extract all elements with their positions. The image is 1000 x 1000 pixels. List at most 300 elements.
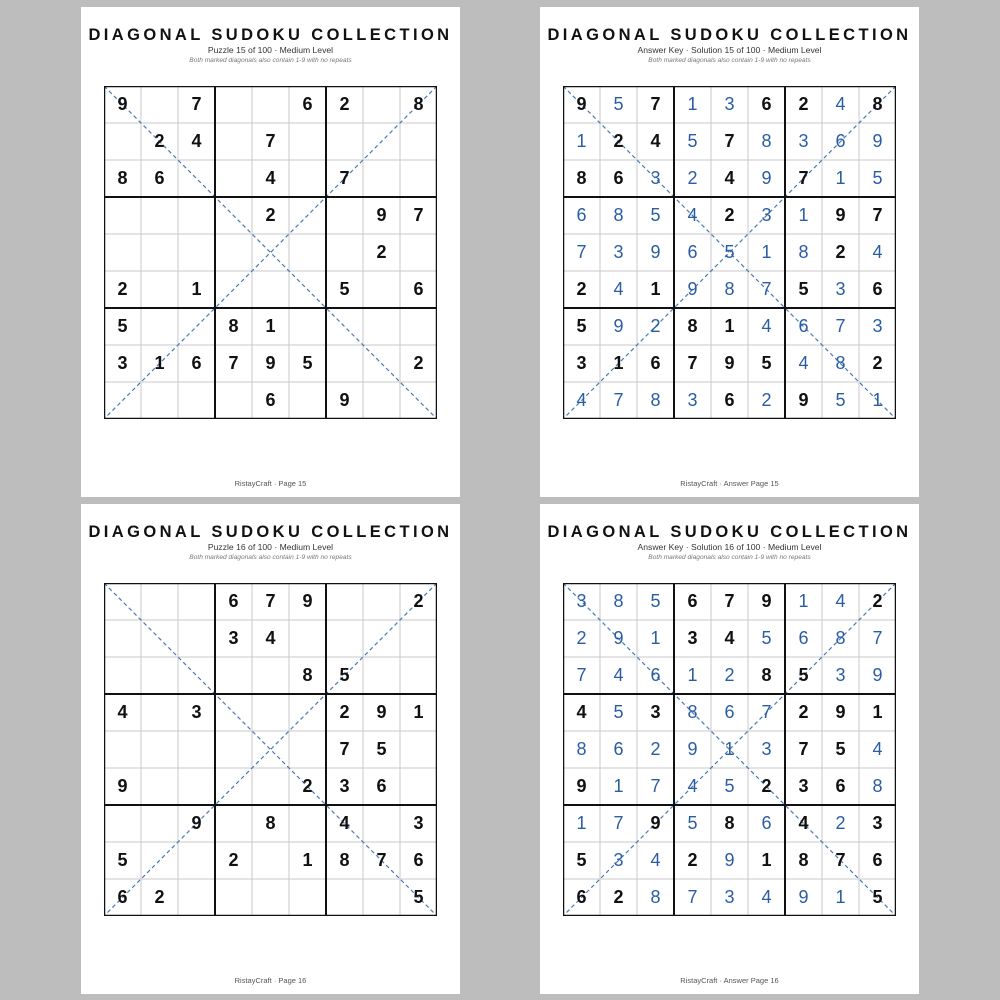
grid-cells — [104, 86, 437, 419]
sudoku-cell-r3c1: 8 — [576, 168, 587, 188]
sudoku-cell-r1c1: 9 — [576, 94, 587, 114]
sudoku-cell-r1c8: 4 — [835, 94, 846, 114]
sudoku-cell-r4c9: 1 — [413, 702, 424, 722]
sudoku-cell-r7c2: 9 — [613, 316, 624, 336]
sudoku-cell-r1c9: 8 — [872, 94, 883, 114]
sudoku-cell-r1c2: 8 — [613, 591, 624, 611]
sudoku-cell-r2c7: 3 — [798, 131, 809, 151]
sudoku-cell-r8c8[interactable] — [363, 345, 400, 382]
sudoku-cell-r3c4: 2 — [687, 168, 698, 188]
sudoku-cell-r8c8: 7 — [835, 850, 846, 870]
sudoku-cell-r7c8[interactable] — [363, 308, 400, 345]
sudoku-cell-r1c9: 2 — [413, 591, 424, 611]
sudoku-cell-r3c2[interactable] — [141, 657, 178, 694]
sudoku-cell-r5c4: 9 — [687, 739, 698, 759]
sudoku-cell-r9c7[interactable] — [326, 879, 363, 916]
sudoku-cell-r6c3: 7 — [650, 776, 661, 796]
sudoku-cell-r9c5: 6 — [265, 390, 276, 410]
sudoku-cell-r6c8[interactable] — [363, 271, 400, 308]
sudoku-cell-r1c9: 8 — [413, 94, 424, 114]
sudoku-cell-r6c4[interactable] — [215, 768, 252, 805]
sudoku-cell-r5c1: 8 — [576, 739, 587, 759]
sudoku-cell-r2c4: 3 — [228, 628, 239, 648]
sudoku-cell-r4c7: 2 — [339, 702, 350, 722]
sudoku-cell-r9c7: 9 — [798, 887, 809, 907]
sudoku-cell-r7c6[interactable] — [289, 308, 326, 345]
sudoku-cell-r7c3: 2 — [650, 316, 661, 336]
sudoku-cell-r7c2: 7 — [613, 813, 624, 833]
sudoku-cell-r8c7: 4 — [798, 353, 809, 373]
sudoku-cell-r5c8: 2 — [376, 242, 387, 262]
sudoku-cell-r4c3: 3 — [191, 702, 202, 722]
sudoku-cell-r9c7: 9 — [339, 390, 350, 410]
sudoku-cell-r5c2: 3 — [613, 242, 624, 262]
sudoku-cell-r2c3[interactable] — [178, 620, 215, 657]
sudoku-cell-r3c2: 4 — [613, 665, 624, 685]
sudoku-cell-r6c4[interactable] — [215, 271, 252, 308]
sudoku-cell-r3c1: 7 — [576, 665, 587, 685]
sudoku-cell-r4c4[interactable] — [215, 694, 252, 731]
puzzle-page-16 — [81, 504, 460, 994]
sudoku-cell-r7c7: 4 — [339, 813, 350, 833]
sudoku-cell-r9c1: 6 — [117, 887, 128, 907]
page-note: Both marked diagonals also contain 1-9 with no repeats — [189, 554, 352, 561]
sudoku-cell-r1c7[interactable] — [326, 583, 363, 620]
sudoku-cell-r8c6: 5 — [302, 353, 313, 373]
page-subtitle: Puzzle 15 of 100 · Medium Level — [207, 45, 334, 55]
page-footer: RistayCraft · Page 16 — [234, 976, 307, 985]
sudoku-cell-r2c5: 7 — [265, 131, 276, 151]
sudoku-cell-r7c4: 5 — [687, 813, 698, 833]
sudoku-cell-r1c2[interactable] — [141, 86, 178, 123]
sudoku-cell-r9c6: 2 — [761, 390, 772, 410]
sudoku-cell-r5c3[interactable] — [178, 731, 215, 768]
sudoku-cell-r5c8: 5 — [376, 739, 387, 759]
sudoku-cell-r1c1: 9 — [117, 94, 128, 114]
sudoku-cell-r7c6: 6 — [761, 813, 772, 833]
sudoku-cell-r1c1[interactable] — [104, 583, 141, 620]
sudoku-cell-r3c9: 9 — [872, 665, 883, 685]
sudoku-cell-r4c6: 3 — [761, 205, 772, 225]
sudoku-cell-r1c6: 9 — [761, 591, 772, 611]
sudoku-cell-r5c5[interactable] — [252, 234, 289, 271]
sudoku-cell-r5c5: 1 — [724, 739, 735, 759]
sudoku-cell-r8c2: 3 — [613, 850, 624, 870]
sudoku-cell-r5c6[interactable] — [289, 731, 326, 768]
sudoku-cell-r2c7[interactable] — [326, 620, 363, 657]
sudoku-cell-r6c5: 8 — [724, 279, 735, 299]
sudoku-cell-r5c7: 8 — [798, 242, 809, 262]
sudoku-cell-r5c8: 2 — [835, 242, 846, 262]
sudoku-cell-r9c4[interactable] — [215, 382, 252, 419]
sudoku-cell-r4c5[interactable] — [252, 694, 289, 731]
sudoku-cell-r3c6: 8 — [761, 665, 772, 685]
sudoku-cell-r2c2: 2 — [154, 131, 165, 151]
sudoku-cell-r6c6[interactable] — [289, 271, 326, 308]
sudoku-cell-r5c1[interactable] — [104, 234, 141, 271]
sudoku-cell-r6c1: 9 — [576, 776, 587, 796]
sudoku-cell-r5c6[interactable] — [289, 234, 326, 271]
sudoku-cell-r1c7: 1 — [798, 591, 809, 611]
sudoku-cell-r7c1: 1 — [576, 813, 587, 833]
sudoku-cell-r3c9: 5 — [872, 168, 883, 188]
sudoku-cell-r6c1: 2 — [576, 279, 587, 299]
sudoku-cell-r9c4: 7 — [687, 887, 698, 907]
sudoku-cell-r8c3: 6 — [650, 353, 661, 373]
sudoku-cell-r6c2[interactable] — [141, 271, 178, 308]
sudoku-cell-r4c7: 2 — [798, 702, 809, 722]
sudoku-cell-r3c4: 1 — [687, 665, 698, 685]
sudoku-cell-r3c2: 6 — [613, 168, 624, 188]
page-note: Both marked diagonals also contain 1-9 with no repeats — [648, 554, 811, 561]
sudoku-cell-r9c7: 9 — [798, 390, 809, 410]
sudoku-cell-r5c8: 5 — [835, 739, 846, 759]
sudoku-cell-r7c4: 8 — [687, 316, 698, 336]
sudoku-cell-r8c8: 8 — [835, 353, 846, 373]
sudoku-cell-r1c5[interactable] — [252, 86, 289, 123]
sudoku-cell-r7c1: 5 — [576, 316, 587, 336]
sudoku-cell-r5c7: 7 — [339, 739, 350, 759]
sudoku-cell-r4c2[interactable] — [141, 197, 178, 234]
sudoku-cell-r4c3: 5 — [650, 205, 661, 225]
sudoku-cell-r5c9: 4 — [872, 242, 883, 262]
sudoku-cell-r2c9[interactable] — [400, 620, 437, 657]
sudoku-cell-r4c9: 1 — [872, 702, 883, 722]
sudoku-cell-r2c3: 4 — [191, 131, 202, 151]
sudoku-cell-r4c2: 8 — [613, 205, 624, 225]
sudoku-cell-r7c4[interactable] — [215, 805, 252, 842]
sudoku-cell-r4c4: 4 — [687, 205, 698, 225]
sudoku-cell-r6c3: 1 — [650, 279, 661, 299]
sudoku-cell-r6c6: 7 — [761, 279, 772, 299]
sudoku-cell-r4c8: 9 — [376, 702, 387, 722]
sudoku-cell-r1c6: 9 — [302, 591, 313, 611]
sudoku-cell-r9c2: 2 — [613, 887, 624, 907]
sudoku-cell-r6c9[interactable] — [400, 768, 437, 805]
sudoku-cell-r3c8: 1 — [835, 168, 846, 188]
sudoku-cell-r3c4[interactable] — [215, 160, 252, 197]
sudoku-cell-r2c6: 5 — [761, 628, 772, 648]
sudoku-cell-r3c5[interactable] — [252, 657, 289, 694]
sudoku-cell-r4c9: 7 — [413, 205, 424, 225]
sudoku-cell-r8c9: 2 — [872, 353, 883, 373]
sudoku-grid — [104, 86, 437, 419]
answer-page-16 — [540, 504, 919, 994]
page-note: Both marked diagonals also contain 1-9 with no repeats — [189, 57, 352, 64]
sudoku-cell-r4c2[interactable] — [141, 694, 178, 731]
sudoku-cell-r8c1: 3 — [117, 353, 128, 373]
sudoku-cell-r7c5: 8 — [724, 813, 735, 833]
sudoku-cell-r1c6: 6 — [761, 94, 772, 114]
sudoku-cell-r2c3: 1 — [650, 628, 661, 648]
sudoku-cell-r7c9: 3 — [413, 813, 424, 833]
sudoku-cell-r7c3: 9 — [191, 813, 202, 833]
sudoku-cell-r2c6[interactable] — [289, 620, 326, 657]
sudoku-cell-r6c2: 1 — [613, 776, 624, 796]
grid-cells — [563, 583, 896, 916]
sudoku-cell-r4c7[interactable] — [326, 197, 363, 234]
sudoku-cell-r9c4: 3 — [687, 390, 698, 410]
sudoku-cell-r9c2: 2 — [154, 887, 165, 907]
sudoku-grid — [563, 583, 896, 916]
sudoku-cell-r1c5: 3 — [724, 94, 735, 114]
page-subtitle: Puzzle 16 of 100 · Medium Level — [207, 542, 334, 552]
sudoku-cell-r6c5[interactable] — [252, 271, 289, 308]
sudoku-cell-r1c2[interactable] — [141, 583, 178, 620]
sudoku-cell-r6c7: 5 — [798, 279, 809, 299]
page-footer: RistayCraft · Answer Page 16 — [680, 976, 779, 985]
sudoku-cell-r3c3: 3 — [650, 168, 661, 188]
sudoku-cell-r2c9: 9 — [872, 131, 883, 151]
sudoku-cell-r4c1: 4 — [576, 702, 587, 722]
sudoku-cell-r1c1: 3 — [576, 591, 587, 611]
sudoku-cell-r5c2[interactable] — [141, 731, 178, 768]
sudoku-cell-r9c1: 4 — [576, 390, 587, 410]
sudoku-cell-r2c1: 1 — [576, 131, 587, 151]
sudoku-cell-r6c4: 9 — [687, 279, 698, 299]
sudoku-cell-r1c3: 7 — [650, 94, 661, 114]
sudoku-cell-r7c8[interactable] — [363, 805, 400, 842]
sudoku-cell-r6c2: 4 — [613, 279, 624, 299]
sudoku-cell-r9c2[interactable] — [141, 382, 178, 419]
sudoku-cell-r8c1: 3 — [576, 353, 587, 373]
sudoku-cell-r8c5: 9 — [265, 353, 276, 373]
sudoku-cell-r9c4[interactable] — [215, 879, 252, 916]
sudoku-cell-r9c8: 1 — [835, 887, 846, 907]
sudoku-cell-r2c4: 5 — [687, 131, 698, 151]
sudoku-cell-r4c1[interactable] — [104, 197, 141, 234]
sudoku-cell-r8c3: 6 — [191, 353, 202, 373]
sudoku-cell-r5c4: 6 — [687, 242, 698, 262]
sudoku-cell-r9c8: 5 — [835, 390, 846, 410]
sudoku-cell-r3c3[interactable] — [178, 160, 215, 197]
sudoku-cell-r6c1: 2 — [117, 279, 128, 299]
sudoku-cell-r9c3: 8 — [650, 887, 661, 907]
sudoku-cell-r6c7: 3 — [339, 776, 350, 796]
sudoku-cell-r5c3: 9 — [650, 242, 661, 262]
sudoku-cell-r2c6: 8 — [761, 131, 772, 151]
sudoku-cell-r3c7: 7 — [798, 168, 809, 188]
sudoku-cell-r7c8: 7 — [835, 316, 846, 336]
sudoku-cell-r7c7: 6 — [798, 316, 809, 336]
sudoku-cell-r8c2: 1 — [154, 353, 165, 373]
sudoku-cell-r1c4: 6 — [228, 591, 239, 611]
sudoku-cell-r9c8[interactable] — [363, 879, 400, 916]
sudoku-cell-r2c7[interactable] — [326, 123, 363, 160]
sudoku-cell-r2c8: 6 — [835, 131, 846, 151]
sudoku-cell-r1c4[interactable] — [215, 86, 252, 123]
sudoku-cell-r2c9[interactable] — [400, 123, 437, 160]
sudoku-cell-r7c2[interactable] — [141, 308, 178, 345]
sudoku-cell-r6c6: 2 — [302, 776, 313, 796]
sudoku-cell-r5c2: 6 — [613, 739, 624, 759]
sudoku-cell-r9c8[interactable] — [363, 382, 400, 419]
sudoku-grid — [563, 86, 896, 419]
sudoku-cell-r7c6: 4 — [761, 316, 772, 336]
answer-page-15 — [540, 7, 919, 497]
sudoku-cell-r8c2[interactable] — [141, 842, 178, 879]
sudoku-cell-r4c9: 7 — [872, 205, 883, 225]
sudoku-cell-r9c5: 6 — [724, 390, 735, 410]
sudoku-cell-r5c4[interactable] — [215, 234, 252, 271]
sudoku-cell-r8c4: 2 — [228, 850, 239, 870]
sudoku-cell-r7c9: 3 — [872, 813, 883, 833]
sudoku-cell-r5c1[interactable] — [104, 731, 141, 768]
sudoku-cell-r9c5: 3 — [724, 887, 735, 907]
sudoku-cell-r5c2[interactable] — [141, 234, 178, 271]
sudoku-cell-r5c9[interactable] — [400, 234, 437, 271]
sudoku-cell-r5c3: 2 — [650, 739, 661, 759]
sudoku-cell-r6c9: 6 — [413, 279, 424, 299]
sudoku-cell-r2c1: 2 — [576, 628, 587, 648]
sudoku-cell-r7c1: 5 — [117, 316, 128, 336]
sudoku-cell-r7c6[interactable] — [289, 805, 326, 842]
sudoku-cell-r6c8: 6 — [835, 776, 846, 796]
sudoku-cell-r5c9: 4 — [872, 739, 883, 759]
sudoku-cell-r2c5: 4 — [265, 628, 276, 648]
sudoku-cell-r1c7: 2 — [798, 94, 809, 114]
sudoku-cell-r5c7[interactable] — [326, 234, 363, 271]
sudoku-cell-r2c8[interactable] — [363, 620, 400, 657]
sudoku-cell-r7c3[interactable] — [178, 308, 215, 345]
sudoku-cell-r8c5: 9 — [724, 850, 735, 870]
sudoku-cell-r1c8[interactable] — [363, 583, 400, 620]
sudoku-cell-r7c5: 1 — [724, 316, 735, 336]
sudoku-cell-r8c5[interactable] — [252, 842, 289, 879]
sudoku-cell-r7c5: 1 — [265, 316, 276, 336]
sudoku-cell-r2c2[interactable] — [141, 620, 178, 657]
sudoku-cell-r1c8[interactable] — [363, 86, 400, 123]
sudoku-cell-r3c8[interactable] — [363, 657, 400, 694]
sudoku-cell-r2c2: 9 — [613, 628, 624, 648]
sudoku-cell-r2c2: 2 — [613, 131, 624, 151]
page-note: Both marked diagonals also contain 1-9 with no repeats — [648, 57, 811, 64]
sudoku-cell-r7c9[interactable] — [400, 308, 437, 345]
sudoku-cell-r3c5: 2 — [724, 665, 735, 685]
sudoku-cell-r7c7[interactable] — [326, 308, 363, 345]
sudoku-cell-r4c4[interactable] — [215, 197, 252, 234]
page-title: DIAGONAL SUDOKU COLLECTION — [547, 523, 912, 541]
sudoku-cell-r4c3: 3 — [650, 702, 661, 722]
sudoku-cell-r9c9[interactable] — [400, 382, 437, 419]
sudoku-grid — [104, 583, 437, 916]
sudoku-cell-r2c1[interactable] — [104, 123, 141, 160]
sudoku-cell-r1c8: 4 — [835, 591, 846, 611]
sudoku-cell-r2c4[interactable] — [215, 123, 252, 160]
sudoku-cell-r6c2[interactable] — [141, 768, 178, 805]
sudoku-cell-r7c7: 4 — [798, 813, 809, 833]
sudoku-cell-r7c9: 3 — [872, 316, 883, 336]
sudoku-cell-r3c1[interactable] — [104, 657, 141, 694]
sudoku-cell-r9c9: 5 — [872, 887, 883, 907]
sudoku-cell-r8c3[interactable] — [178, 842, 215, 879]
sudoku-cell-r5c9[interactable] — [400, 731, 437, 768]
sudoku-cell-r2c4: 3 — [687, 628, 698, 648]
sudoku-cell-r6c5: 5 — [724, 776, 735, 796]
sudoku-cell-r6c1: 9 — [117, 776, 128, 796]
sudoku-cell-r9c1[interactable] — [104, 382, 141, 419]
sudoku-cell-r9c6[interactable] — [289, 879, 326, 916]
sudoku-cell-r9c3: 8 — [650, 390, 661, 410]
sudoku-cell-r4c6[interactable] — [289, 197, 326, 234]
sudoku-cell-r5c5[interactable] — [252, 731, 289, 768]
sudoku-cell-r5c6: 1 — [761, 242, 772, 262]
page-footer: RistayCraft · Answer Page 15 — [680, 479, 779, 488]
sudoku-cell-r9c9: 1 — [872, 390, 883, 410]
sudoku-cell-r7c4: 8 — [228, 316, 239, 336]
sudoku-cell-r3c7: 5 — [798, 665, 809, 685]
sudoku-cell-r9c2: 7 — [613, 390, 624, 410]
sudoku-cell-r3c5: 4 — [724, 168, 735, 188]
sudoku-cell-r9c5[interactable] — [252, 879, 289, 916]
sudoku-cell-r8c1: 5 — [117, 850, 128, 870]
sudoku-cell-r7c2[interactable] — [141, 805, 178, 842]
sudoku-cell-r7c8: 2 — [835, 813, 846, 833]
sudoku-cell-r3c9[interactable] — [400, 160, 437, 197]
grid-cells — [104, 583, 437, 916]
sudoku-cell-r1c3: 5 — [650, 591, 661, 611]
sudoku-cell-r4c6: 7 — [761, 702, 772, 722]
sudoku-cell-r6c3[interactable] — [178, 768, 215, 805]
sudoku-cell-r2c6[interactable] — [289, 123, 326, 160]
sudoku-cell-r6c3: 1 — [191, 279, 202, 299]
sudoku-cell-r8c4: 7 — [228, 353, 239, 373]
sudoku-cell-r3c2: 6 — [154, 168, 165, 188]
sudoku-cell-r4c3[interactable] — [178, 197, 215, 234]
sudoku-cell-r3c8[interactable] — [363, 160, 400, 197]
sudoku-cell-r8c7: 8 — [339, 850, 350, 870]
sudoku-cell-r6c4: 4 — [687, 776, 698, 796]
sudoku-cell-r4c2: 5 — [613, 702, 624, 722]
sudoku-cell-r7c5: 8 — [265, 813, 276, 833]
sudoku-cell-r8c9: 6 — [413, 850, 424, 870]
sudoku-cell-r4c8: 9 — [376, 205, 387, 225]
sudoku-cell-r8c7: 8 — [798, 850, 809, 870]
sudoku-cell-r8c9: 2 — [413, 353, 424, 373]
sudoku-cell-r8c7[interactable] — [326, 345, 363, 382]
sudoku-cell-r1c3[interactable] — [178, 583, 215, 620]
sudoku-cell-r3c1: 8 — [117, 168, 128, 188]
sudoku-cell-r6c5[interactable] — [252, 768, 289, 805]
sudoku-cell-r9c6[interactable] — [289, 382, 326, 419]
sudoku-cell-r2c8[interactable] — [363, 123, 400, 160]
sudoku-cell-r2c7: 6 — [798, 628, 809, 648]
sudoku-cell-r6c9: 6 — [872, 279, 883, 299]
sudoku-cell-r2c1[interactable] — [104, 620, 141, 657]
sudoku-cell-r3c6[interactable] — [289, 160, 326, 197]
sudoku-cell-r6c9: 8 — [872, 776, 883, 796]
sudoku-cell-r8c6: 5 — [761, 353, 772, 373]
sudoku-cell-r2c8: 8 — [835, 628, 846, 648]
sudoku-cell-r9c3[interactable] — [178, 382, 215, 419]
sudoku-cell-r5c3[interactable] — [178, 234, 215, 271]
sudoku-cell-r3c4[interactable] — [215, 657, 252, 694]
sudoku-cell-r3c3: 6 — [650, 665, 661, 685]
sudoku-cell-r3c9[interactable] — [400, 657, 437, 694]
sudoku-cell-r3c8: 3 — [835, 665, 846, 685]
sudoku-cell-r4c6[interactable] — [289, 694, 326, 731]
sudoku-cell-r7c1[interactable] — [104, 805, 141, 842]
sudoku-cell-r6c8: 6 — [376, 776, 387, 796]
sudoku-cell-r5c4[interactable] — [215, 731, 252, 768]
sudoku-cell-r9c3[interactable] — [178, 879, 215, 916]
sudoku-cell-r9c9: 5 — [413, 887, 424, 907]
page-title: DIAGONAL SUDOKU COLLECTION — [88, 26, 453, 44]
sudoku-cell-r1c6: 6 — [302, 94, 313, 114]
sudoku-cell-r3c3[interactable] — [178, 657, 215, 694]
sudoku-cell-r3c7: 5 — [339, 665, 350, 685]
sudoku-cell-r4c8: 9 — [835, 205, 846, 225]
